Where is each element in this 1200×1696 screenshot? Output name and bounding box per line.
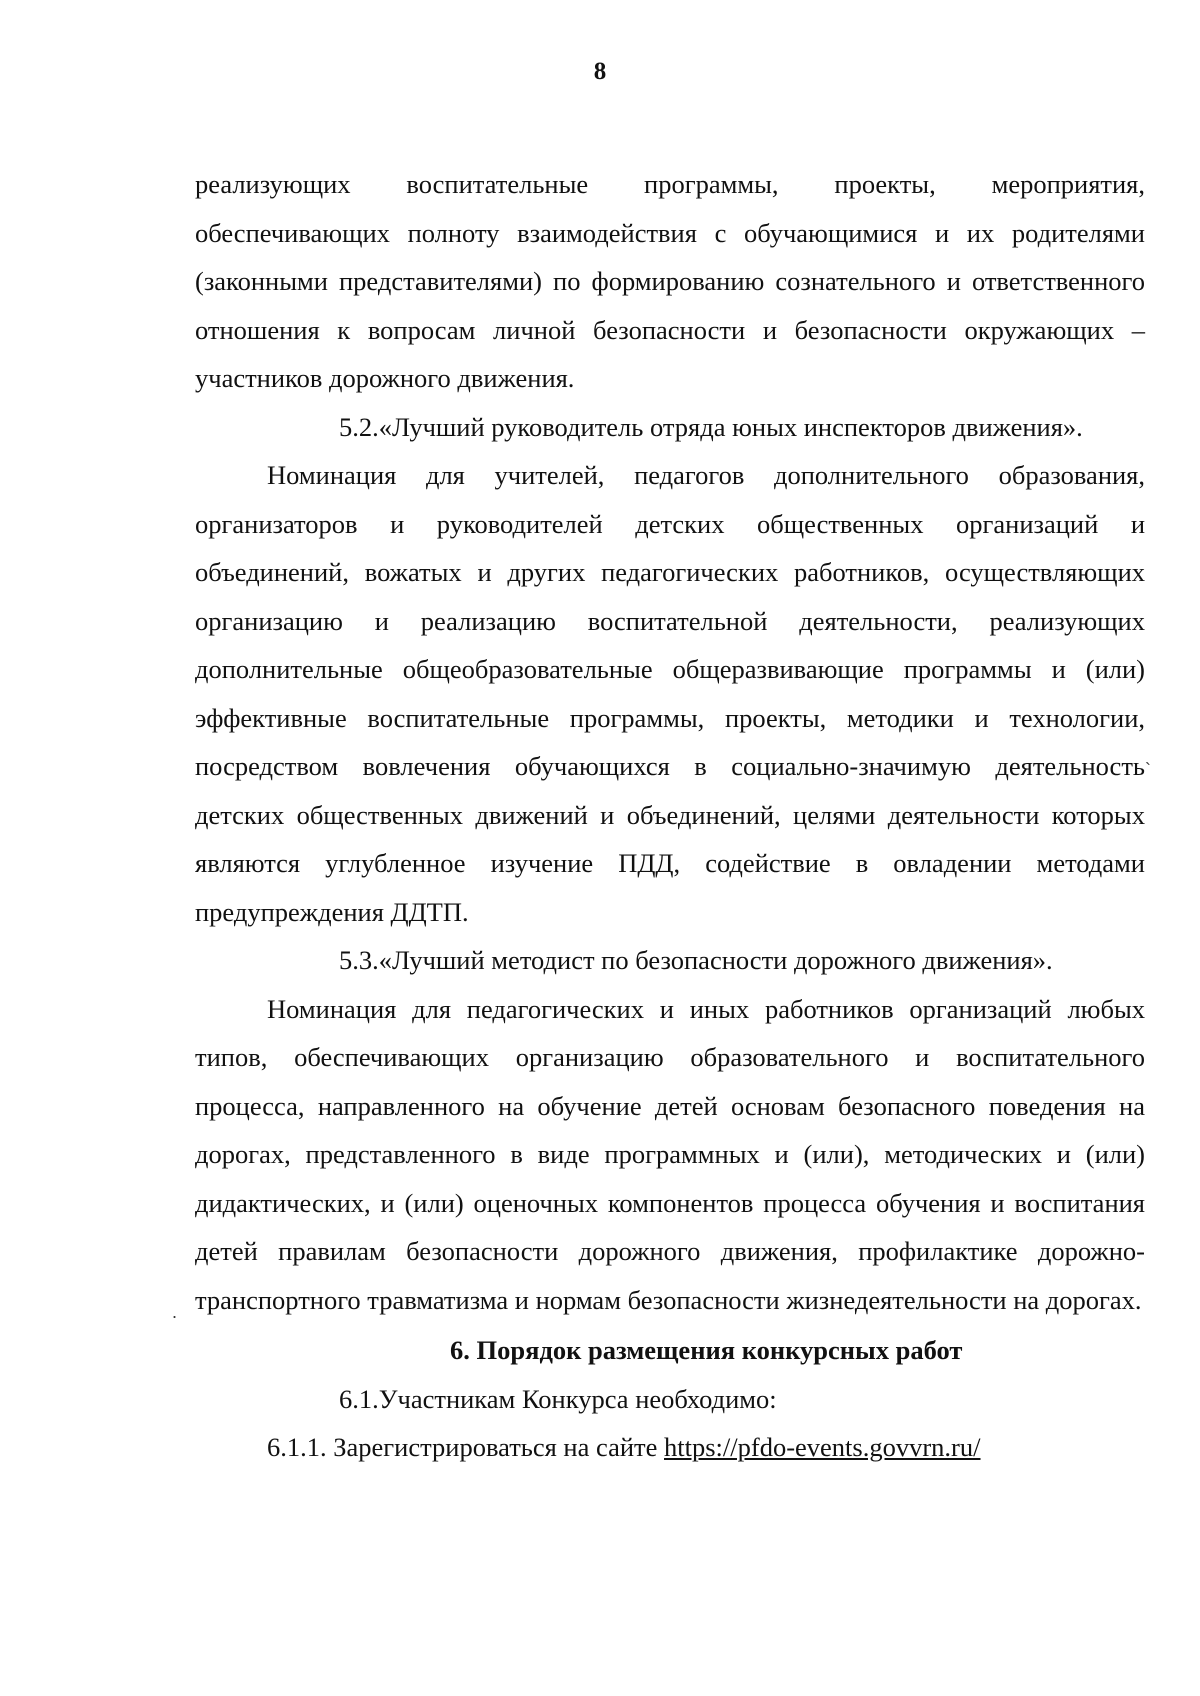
item-6-1-1 xyxy=(195,1423,1145,1472)
paragraph-5-3-description: Номинация для педагогических и иных работников организаций любых типов, обеспечивающих организацию образовательного и воспитательного процесса, направленного на обучение детей основам безопасного поведения на дорогах, представленного в виде программных и (или), методических и (или) дидактических, и (или) оценочных компонентов процесса обучения и воспитания детей правилам безопасности дорожного движения, профилактике дорожно-транспортного травматизма и нормам безопасности жизнедеятельности на дорогах. xyxy=(195,993,1145,1315)
registration-link[interactable]: https://pfdo-events.govvrn.ru/ xyxy=(664,1432,981,1462)
scan-mark-right: ` xyxy=(1145,760,1151,780)
document-body xyxy=(195,160,1145,1472)
item-5-3 xyxy=(195,936,1145,985)
item-5-2 xyxy=(195,403,1145,452)
paragraph-continuation: реализующих воспитательные программы, проекты, мероприятия, обеспечивающих полноту взаимодействия с обучающимися и их родителями (законными представителями) по формированию сознательного и ответственного отношения к вопросам личной безопасности и безопасности окружающих – участников дорожного движения. xyxy=(195,169,1145,393)
scan-mark-left: . xyxy=(172,1302,178,1322)
page-number: 8 xyxy=(593,58,607,85)
item-6-1-1-text: 6.1.1. Зарегистрироваться на сайте xyxy=(267,1432,664,1462)
paragraph-5-2-description: Номинация для учителей, педагогов дополнительного образования, организаторов и руководителей детских общественных организаций и объединений, вожатых и других педагогических работников, осуществляющих организацию и реализацию воспитательной деятельности, реализующих дополнительные общеобразовательные общеразвивающие программы и (или) эффективные воспитательные программы, проекты, методики и технологии, посредством вовлечения обучающихся в социально-значимую деятельность детских общественных движений и объединений, целями деятельности которых являются углубленное изучение ПДД, содействие в овладении методами предупреждения ДДТП. xyxy=(195,460,1145,927)
section-6-heading: 6. Порядок размещения конкурсных работ xyxy=(450,1335,963,1365)
item-6-1-text: Участникам Конкурса необходимо: xyxy=(378,1383,777,1414)
item-5-2-number: 5.2. xyxy=(339,411,379,442)
item-6-1-number: 6.1. xyxy=(339,1383,379,1414)
item-6-1 xyxy=(195,1375,1145,1424)
item-5-3-title: «Лучший методист по безопасности дорожного движения». xyxy=(378,945,1053,975)
item-5-3-number: 5.3. xyxy=(339,945,379,975)
item-5-2-title: «Лучший руководитель отряда юных инспекторов движения». xyxy=(378,411,1083,442)
